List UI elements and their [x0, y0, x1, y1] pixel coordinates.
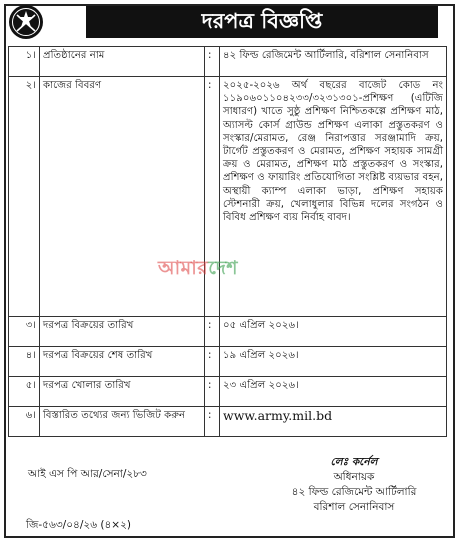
row-number: ৩।: [9, 317, 40, 347]
army-crest-icon: [8, 4, 44, 40]
row-value: ৪২ ফিল্ড রেজিমেন্ট আর্টিলারি, বরিশাল সেনানিবাস: [220, 47, 447, 77]
reference-number: জি-৫৬৩/০৪/২৬ (৪×২): [26, 519, 131, 531]
row-value: ২৩ এপ্রিল ২০২৬।: [220, 377, 447, 407]
row-label: বিস্তারিত তথ্যের জন্য ভিজিট করুন: [40, 407, 205, 437]
row-value: ১৯ এপ্রিল ২০২৬।: [220, 347, 447, 377]
table-row: [9, 47, 447, 77]
signatory-place: বরিশাল সেনানিবাস: [313, 501, 395, 513]
table-row: [9, 377, 447, 407]
website-link[interactable]: www.army.mil.bd: [223, 408, 333, 423]
signature-block: [260, 455, 448, 515]
row-value: ২০২৫-২০২৬ অর্থ বছরের বাজেট কোড নং ১১৯০৬০১১০৪২৩৩/৩২৩১৩০১-প্রশিক্ষণ (এটিজি সাধারণ) খাতে সুষ্ঠু প্রশিক্ষণ নিশ্চিতকল্পে প্রশিক্ষণ মাঠ, অ্যাসল্ট কোর্স গ্রাউন্ড প্রশিক্ষণ এলাকা প্রস্তুতকরণ ও সংস্কার/মেরামত, রেঞ্জ নিরাপত্তার সরঞ্জামাদি ক্রয়, টার্গেট প্রস্তুতকরণ ও মেরামত, প্রশিক্ষণ সহায়ক সামগ্রী ক্রয় ও মেরামত, প্রশিক্ষণ মাঠ প্রস্তুতকরণ ও সংস্কার, প্রশিক্ষণ ও ফায়ারিং প্রতিযোগিতা সংশ্লিষ্ট ব্যয়ভার বহন, অস্থায়ী ক্যাম্প এলাকা ভাড়া, প্রশিক্ষণ সহায়ক স্টেশনারী ক্রয়, খেলাধুলার বিভিন্ন দলের সংগঠন ও বিবিধ প্রশিক্ষণ ব্যয় নির্বাহ বাবদ।: [220, 77, 447, 317]
tender-details-table: [8, 46, 447, 437]
row-colon: :: [205, 377, 220, 407]
row-number: ২।: [9, 77, 40, 317]
row-label: দরপত্র বিক্রয়ের তারিখ: [40, 317, 205, 347]
signatory-unit: ৪২ ফিল্ড রেজিমেন্ট আর্টিলারি: [291, 486, 417, 498]
notice-title: দরপত্র বিজ্ঞপ্তি: [86, 6, 438, 38]
row-label: কাজের বিবরণ: [40, 77, 205, 317]
row-label: দরপত্র বিক্রয়ের শেষ তারিখ: [40, 347, 205, 377]
row-label: দরপত্র খোলার তারিখ: [40, 377, 205, 407]
table-row: [9, 347, 447, 377]
row-colon: :: [205, 347, 220, 377]
row-number: ৬।: [9, 407, 40, 437]
row-value: ০৫ এপ্রিল ২০২৬।: [220, 317, 447, 347]
row-number: ৫।: [9, 377, 40, 407]
watermark-part1: আমার: [158, 257, 209, 279]
isp-memo-number: আই এস পি আর/সেনা/২৮৩: [28, 468, 147, 480]
row-number: ৪।: [9, 347, 40, 377]
row-colon: :: [205, 77, 220, 317]
table-row: [9, 407, 447, 437]
row-number: ১।: [9, 47, 40, 77]
row-value: [220, 407, 447, 437]
row-colon: :: [205, 317, 220, 347]
table-row: [9, 317, 447, 347]
signatory-rank: লেঃ কর্নেল: [330, 456, 378, 468]
notice-header: [4, 4, 447, 40]
signatory-role: অধিনায়ক: [333, 471, 375, 483]
watermark-part2: দেশ: [208, 257, 239, 279]
row-colon: :: [205, 407, 220, 437]
row-label: প্রতিষ্ঠানের নাম: [40, 47, 205, 77]
row-colon: :: [205, 47, 220, 77]
watermark: [158, 254, 238, 286]
